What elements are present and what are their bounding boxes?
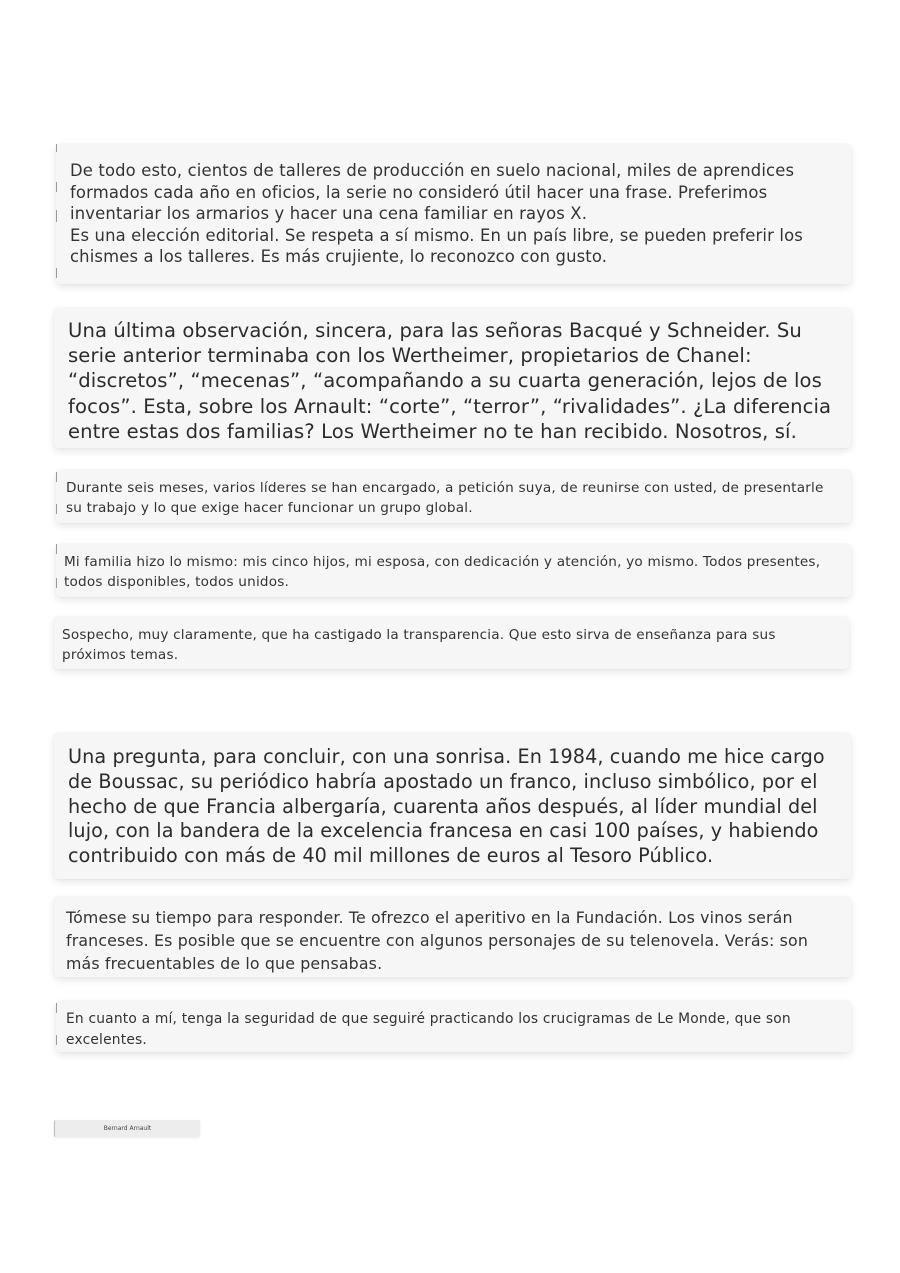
paragraph-block-family [56, 544, 851, 597]
paragraph-workshops: De todo esto, cientos de talleres de producción en suelo nacional, miles de aprendices formados cada año en oficios, la serie no consideró útil hacer una frase. Preferimos inventariar los armarios y hacer una cena familiar en rayos X. [70, 161, 795, 224]
paragraph-transparency: Sospecho, muy claramente, que ha castigado la transparencia. Que esto sirva de enseñanza para sus próximos temas. [62, 627, 776, 663]
paragraph-leaders: Durante seis meses, varios líderes se han encargado, a petición suya, de reunirse con usted, de presentarle su trabajo y lo que exige hacer funcionar un grupo global. [66, 480, 824, 516]
block-edge-mark [56, 544, 57, 554]
block-edge-mark [56, 268, 57, 278]
paragraph-crosswords: En cuanto a mí, tenga la seguridad de que seguiré practicando los crucigramas de Le Monde, que son excelentes. [66, 1011, 791, 1048]
paragraph-family: Mi familia hizo lo mismo: mis cinco hijos, mi esposa, con dedicación y atención, yo mismo. Todos presentes, todos disponibles, todos unidos. [64, 554, 821, 590]
block-edge-mark [56, 182, 57, 192]
paragraph-wertheimer: Una última observación, sincera, para las señoras Bacqué y Schneider. Su serie anterior terminaba con los Wertheimer, propietarios de Chanel: “discretos”, “mecenas”, “acompañando a su cuarta generación, lejos de los focos”. Esta, sobre los Arnault: “corte”, “terror”, “rivalidades”. ¿La diferencia entre estas dos familias? Los Wertheimer no te han recibido. Nosotros, sí. [68, 319, 832, 443]
block-edge-mark [56, 144, 57, 152]
paragraph-block-leaders [56, 470, 851, 523]
paragraph-block-crosswords [56, 1001, 851, 1052]
paragraph-editorial-choice: Es una elección editorial. Se respeta a sí mismo. En un país libre, se pueden preferir los chismes a los talleres. Es más crujiente, lo reconozco con gusto. [70, 225, 803, 267]
block-edge-mark [56, 1035, 57, 1045]
paragraph-block-aperitif [54, 897, 851, 977]
block-edge-mark [56, 210, 57, 222]
paragraph-block-boussac [54, 733, 851, 879]
block-edge-mark [56, 578, 57, 588]
paragraph-aperitif: Tómese su tiempo para responder. Te ofrezco el aperitivo en la Fundación. Los vinos serán franceses. Es posible que se encuentre con algunos personajes de su telenovela. Verás: son más frecuentables de lo que pensabas. [66, 908, 809, 973]
paragraph-block-wertheimer [54, 308, 851, 448]
paragraph-block-transparency [54, 617, 849, 669]
block-edge-mark [56, 504, 57, 514]
block-edge-mark [56, 1003, 57, 1013]
paragraph-block-workshops [56, 144, 851, 284]
block-edge-mark [56, 472, 57, 482]
signature-label: Bernard Arnault [54, 1120, 200, 1137]
paragraph-boussac: Una pregunta, para concluir, con una sonrisa. En 1984, cuando me hice cargo de Boussac, su periódico habría apostado un franco, incluso simbólico, por el hecho de que Francia albergaría, cuarenta años después, al líder mundial del lujo, con la bandera de la excelencia francesa en casi 100 países, y habiendo contribuido con más de 40 mil millones de euros al Tesoro Público. [68, 745, 825, 868]
